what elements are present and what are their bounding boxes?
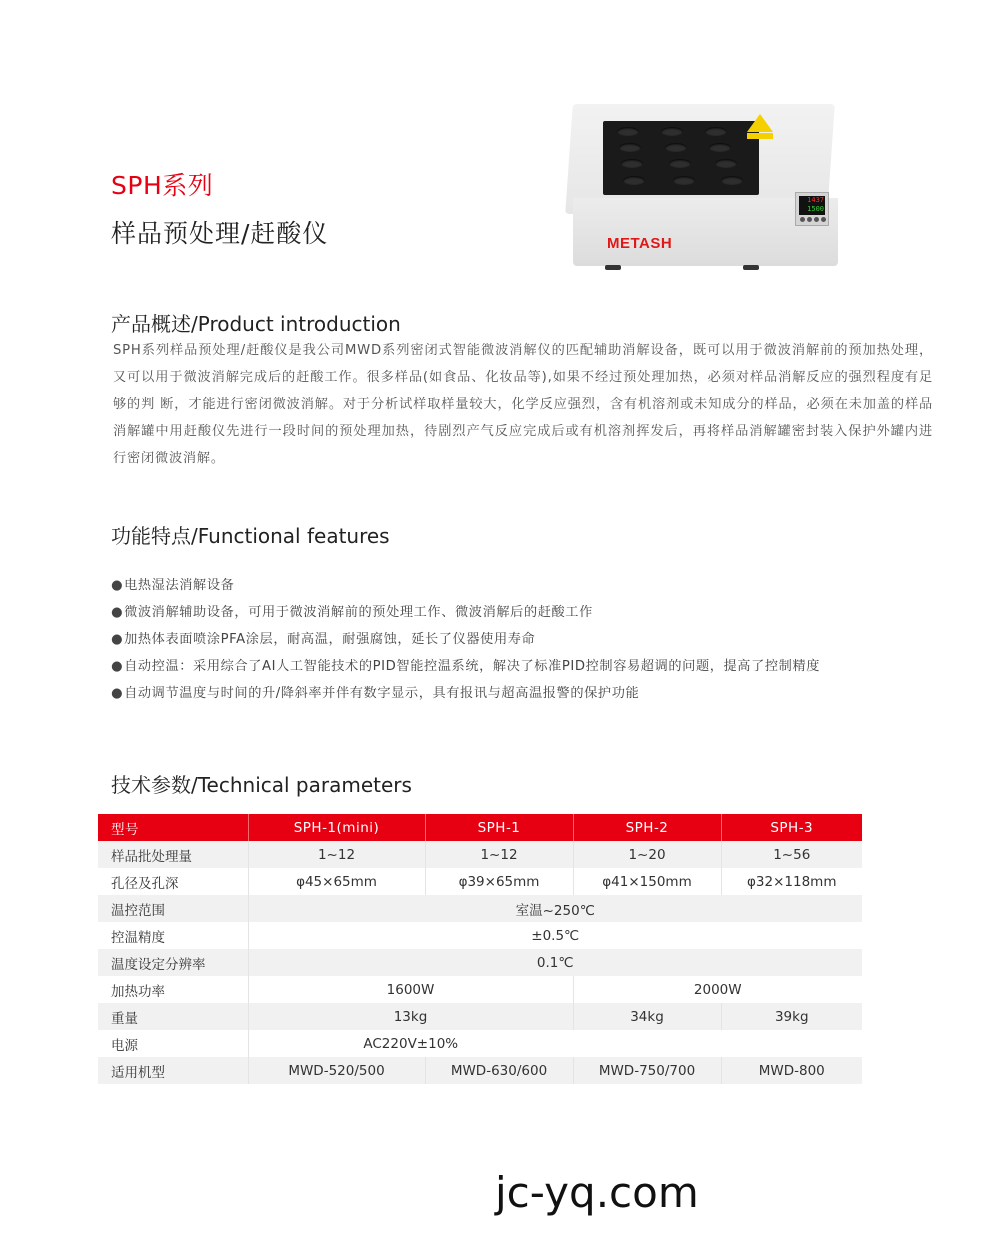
controller-buttons [800,217,826,222]
column-header: SPH-2 [573,814,721,841]
table-cell: MWD-750/700 [573,1057,721,1084]
table-cell: 0.1℃ [248,949,862,976]
warning-label [747,133,773,139]
sample-hole [661,127,683,136]
row-label: 孔径及孔深 [111,875,179,892]
table-cell: φ45×65mm [248,868,425,895]
sample-hole [673,176,695,185]
table-row [98,895,862,922]
table-cell-empty [573,1030,862,1057]
features-list [111,572,820,707]
product-title: 样品预处理/赶酸仪 [111,219,329,248]
table-cell: 39kg [721,1003,862,1030]
column-header-model: 型号 [98,814,248,841]
table-cell: φ39×65mm [425,868,573,895]
column-header: SPH-1(mini) [248,814,425,841]
table-row [98,841,862,868]
sample-hole [617,127,639,136]
feature-item: ● 电热湿法消解设备 [111,572,820,599]
row-label: 温控范围 [111,902,165,919]
table-cell: MWD-800 [721,1057,862,1084]
table-cell: 13kg [248,1003,573,1030]
table-cell: 1~20 [573,841,721,868]
controller-sv: 1500 [807,205,824,213]
sample-hole [705,127,727,136]
table-cell: φ32×118mm [721,868,862,895]
table-cell: 1~12 [248,841,425,868]
machine-foot [605,265,621,270]
table-row [98,976,862,1003]
temperature-controller [795,192,829,226]
table-cell: AC220V±10% [248,1030,573,1057]
sample-hole [721,176,743,185]
table-cell: 室温~250℃ [248,895,862,922]
heating-block [603,121,759,195]
table-row [98,1003,862,1030]
table-cell: 34kg [573,1003,721,1030]
sample-hole [623,176,645,185]
sample-hole [619,143,641,152]
intro-paragraph: SPH系列样品预处理/赶酸仪是我公司MWD系列密闭式智能微波消解仪的匹配辅助消解设备，既可以用于微波消解前的预加热处理，又可以用于微波消解完成后的赶酸工作。很多样品(如食品、化妆品等),如果不经过预处理加热，必须对样品消解反应的强烈程度有足够的判 断，才能进行密闭微波消解。对于分析试样取样量较大，化学反应强烈，含有机溶剂或未知成分的样品，必须在未加盖的样品消解罐中用赶酸仪先进行一段时间的预处理加热，待剧烈产气反应完成后或有机溶剂挥发后，再将样品消解罐密封装入保护外罐内进行密闭微波消解。 [113,343,933,466]
sample-hole [669,159,691,168]
params-heading: 技术参数/Technical parameters [111,773,412,797]
product-image [565,98,855,278]
controller-pv: 1437 [807,196,824,204]
row-label: 控温精度 [111,929,165,946]
machine-foot [743,265,759,270]
table-row [98,922,862,949]
parameters-table [98,814,862,1084]
sample-hole [665,143,687,152]
column-header: SPH-3 [721,814,862,841]
warning-triangle-icon [747,114,773,132]
table-cell: 1600W [248,976,573,1003]
column-header: SPH-1 [425,814,573,841]
series-title: SPH系列 [111,171,214,200]
row-label: 适用机型 [111,1064,165,1081]
table-cell: MWD-630/600 [425,1057,573,1084]
table-row [98,949,862,976]
feature-item: ● 微波消解辅助设备，可用于微波消解前的预处理工作、微波消解后的赶酸工作 [111,599,820,626]
row-label: 重量 [111,1010,138,1027]
row-label: 样品批处理量 [111,848,192,865]
row-label: 加热功率 [111,983,165,1000]
table-cell: 2000W [573,976,862,1003]
table-row [98,1057,862,1084]
feature-item: ● 自动调节温度与时间的升/降斜率并伴有数字显示，具有报讯与超高温报警的保护功能 [111,680,820,707]
feature-item: ● 自动控温：采用综合了AI人工智能技术的PID智能控温系统，解决了标准PID控制容易超调的问题，提高了控制精度 [111,653,820,680]
table-row [98,868,862,895]
row-label: 电源 [111,1037,138,1054]
table-cell: ±0.5℃ [248,922,862,949]
sample-hole [709,143,731,152]
table-header-row [98,814,862,841]
feature-item: ● 加热体表面喷涂PFA涂层，耐高温，耐强腐蚀，延长了仪器使用寿命 [111,626,820,653]
table-cell: 1~56 [721,841,862,868]
row-label: 温度设定分辨率 [111,956,206,973]
table-row [98,1030,862,1057]
website-url: jc-yq.com [495,1168,699,1217]
table-cell: φ41×150mm [573,868,721,895]
features-heading: 功能特点/Functional features [111,524,390,548]
sample-hole [621,159,643,168]
table-cell: MWD-520/500 [248,1057,425,1084]
controller-display [799,196,825,215]
brand-logo: METASH [607,235,673,252]
intro-heading: 产品概述/Product introduction [111,312,401,336]
sample-hole [715,159,737,168]
table-cell: 1~12 [425,841,573,868]
